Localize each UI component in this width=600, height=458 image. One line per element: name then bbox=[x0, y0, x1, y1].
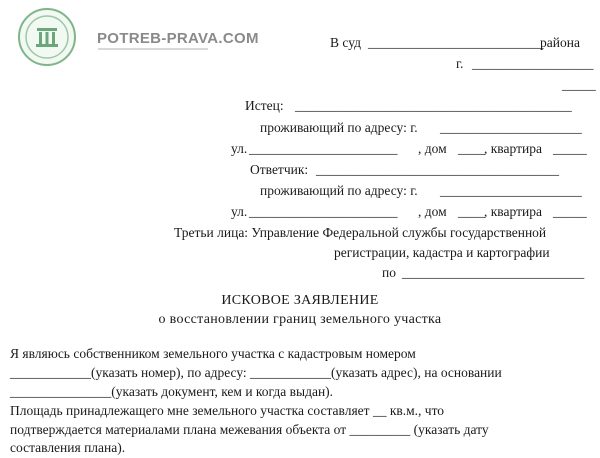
logo-emblem-icon bbox=[18, 8, 76, 66]
body-line-2: ____________(указать номер), по адресу: ____________(указать адрес), на основании bbox=[10, 365, 502, 380]
defendant-street-label: ул. bbox=[231, 204, 248, 219]
city-field: __________________ bbox=[472, 56, 594, 71]
defendant-house-label: , дом bbox=[418, 204, 447, 219]
third-party-field: ___________________________ bbox=[402, 265, 585, 280]
body-line-5: подтверждается материалами плана межевания объекта от _________ (указать дату bbox=[10, 422, 489, 437]
body-line-4: Площадь принадлежащего мне земельного участка составляет __ кв.м., что bbox=[10, 403, 445, 418]
city-prefix: г. bbox=[456, 56, 464, 71]
third-party-line-1: Третьи лица: Управление Федеральной службы государственной bbox=[174, 225, 547, 240]
body-line-3: _______________(указать документ, кем и когда выдан). bbox=[10, 384, 334, 399]
document-subtitle: о восстановлении границ земельного участка bbox=[158, 312, 442, 327]
plaintiff-label: Истец: bbox=[245, 98, 284, 113]
plaintiff-house-label: , дом bbox=[418, 141, 447, 156]
brand-name: POTREB-PRAVA.COM bbox=[97, 30, 259, 47]
body-line-1: Я являюсь собственником земельного участка с кадастровым номером bbox=[10, 346, 416, 361]
court-field: __________________________ bbox=[368, 35, 544, 50]
defendant-residing: проживающий по адресу: г. bbox=[260, 183, 418, 198]
defendant-apartment-field: _____ bbox=[553, 204, 587, 219]
plaintiff-city-field: _____________________ bbox=[440, 120, 582, 135]
court-prefix: В суд bbox=[330, 35, 361, 50]
defendant-field: ____________________________________ bbox=[316, 162, 559, 177]
blank-line: _____ bbox=[562, 77, 596, 92]
defendant-street-field: ______________________ bbox=[249, 204, 398, 219]
third-party-line-2: регистрации, кадастра и картографии bbox=[334, 245, 550, 260]
defendant-apartment-label: , квартира bbox=[484, 204, 542, 219]
third-party-line-3: по bbox=[382, 265, 396, 280]
plaintiff-apartment-field: _____ bbox=[553, 141, 587, 156]
document-title: ИСКОВОЕ ЗАЯВЛЕНИЕ bbox=[221, 293, 379, 308]
brand-tagline-line bbox=[98, 48, 208, 50]
defendant-label: Ответчик: bbox=[250, 162, 309, 177]
plaintiff-field: _________________________________________ bbox=[295, 98, 572, 113]
plaintiff-residing: проживающий по адресу: г. bbox=[260, 120, 418, 135]
court-suffix: района bbox=[540, 35, 580, 50]
plaintiff-house-field: ____ bbox=[458, 141, 485, 156]
body-line-6: составления плана). bbox=[10, 440, 126, 455]
plaintiff-street-label: ул. bbox=[231, 141, 248, 156]
plaintiff-street-field: ______________________ bbox=[249, 141, 398, 156]
defendant-city-field: _____________________ bbox=[440, 183, 582, 198]
plaintiff-apartment-label: , квартира bbox=[484, 141, 542, 156]
defendant-house-field: ____ bbox=[458, 204, 485, 219]
